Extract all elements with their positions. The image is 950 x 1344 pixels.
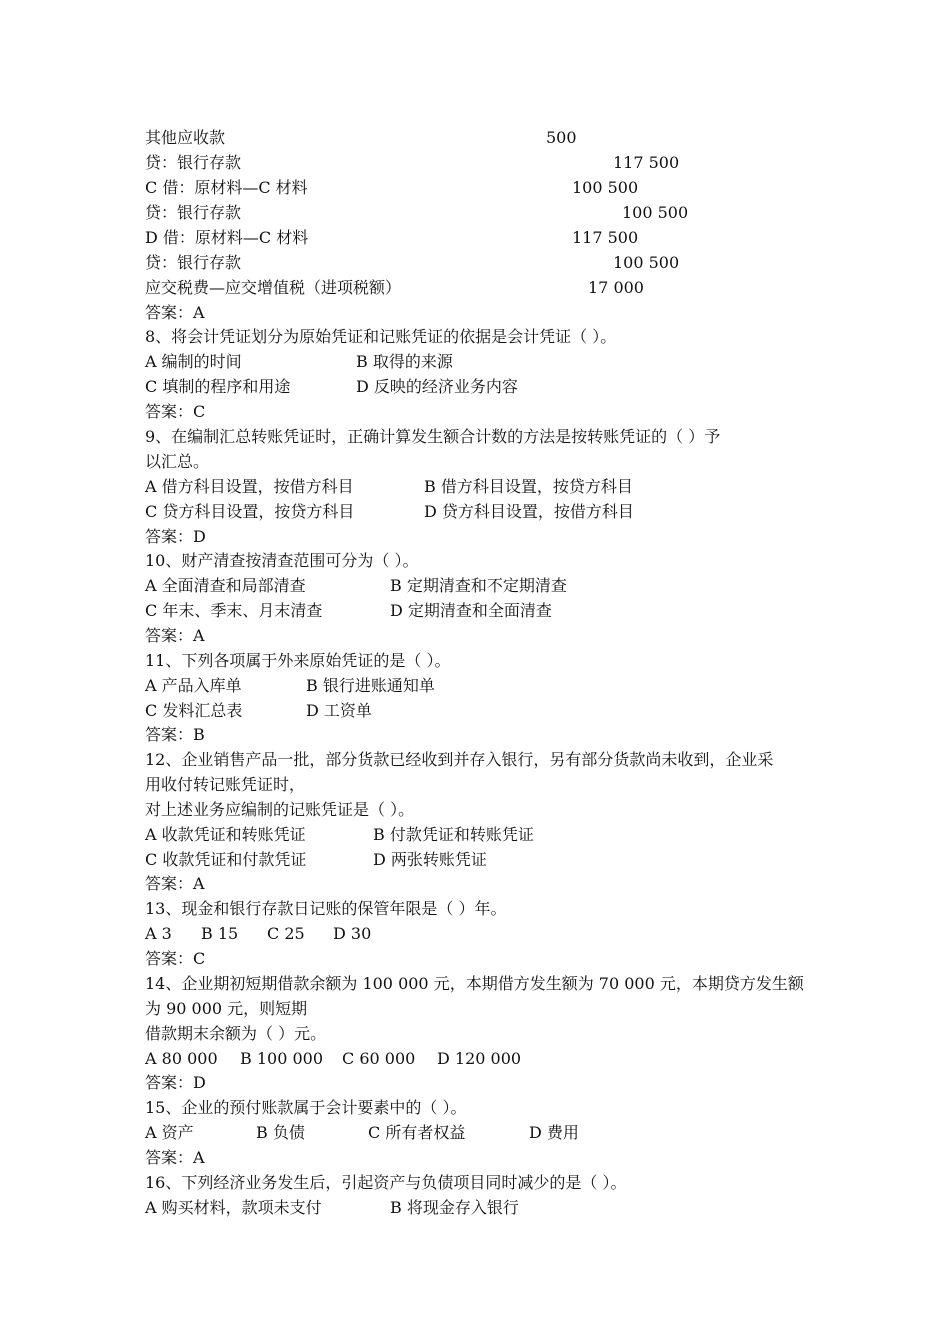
question-13-stem: 13、现金和银行存款日记账的保管年限是（ ）年。 (145, 899, 507, 918)
option-a: A 编制的时间 (145, 352, 242, 371)
question-15-stem: 15、企业的预付账款属于会计要素中的（ ）。 (145, 1098, 467, 1117)
option-b: B 取得的来源 (356, 352, 453, 371)
entry-amount: 17 000 (588, 278, 644, 297)
option-a: A 购买材料，款项未支付 (145, 1198, 322, 1217)
entry-account: C 借：原材料—C 材料 (145, 178, 308, 197)
question-12-stem: 12、企业销售产品一批，部分货款已经收到并存入银行，另有部分货款尚未收到，企业采 (145, 750, 774, 769)
option-b: B 15 (201, 924, 239, 943)
option-d: D 30 (333, 924, 372, 943)
entry-amount: 100 500 (572, 178, 639, 197)
question-8-stem: 8、将会计凭证划分为原始凭证和记账凭证的依据是会计凭证（ ）。 (145, 327, 617, 346)
option-b: B 借方科目设置，按贷方科目 (424, 477, 633, 496)
option-c: C 填制的程序和用途 (145, 377, 291, 396)
option-c: C 发料汇总表 (145, 701, 243, 720)
option-b: B 将现金存入银行 (390, 1198, 519, 1217)
option-c: C 收款凭证和付款凭证 (145, 850, 307, 869)
entry-account: D 借：原材料—C 材料 (145, 228, 309, 247)
question-9-stem: 9、在编制汇总转账凭证时，正确计算发生额合计数的方法是按转账凭证的（ ）予 (145, 427, 721, 446)
option-d: D 反映的经济业务内容 (356, 377, 518, 396)
option-d: D 贷方科目设置，按借方科目 (424, 502, 634, 521)
entry-amount: 117 500 (613, 153, 680, 172)
option-a: A 80 000 (145, 1049, 218, 1068)
entry-amount: 117 500 (572, 228, 639, 247)
entry-amount: 100 500 (613, 253, 680, 272)
option-b: B 定期清查和不定期清查 (390, 576, 567, 595)
entry-account: 其他应收款 (145, 128, 226, 147)
option-a: A 资产 (145, 1123, 194, 1142)
question-14-stem: 14、企业期初短期借款余额为 100 000 元，本期借方发生额为 70 000 元，本期贷方发生额 (145, 974, 804, 993)
question-12-stem-cont: 对上述业务应编制的记账凭证是（ ）。 (145, 800, 415, 819)
answer-line: 答案：D (145, 1073, 206, 1092)
entry-account: 贷：银行存款 (145, 203, 242, 222)
option-a: A 全面清查和局部清查 (145, 576, 306, 595)
answer-line: 答案：C (145, 949, 206, 968)
option-d: D 费用 (529, 1123, 579, 1142)
question-9-stem-cont: 以汇总。 (145, 452, 210, 471)
option-d: D 120 000 (437, 1049, 522, 1068)
question-16-stem: 16、下列经济业务发生后，引起资产与负债项目同时减少的是（ ）。 (145, 1173, 627, 1192)
question-14-stem-cont: 为 90 000 元，则短期 (145, 999, 308, 1018)
option-c: C 25 (267, 924, 305, 943)
question-11-stem: 11、下列各项属于外来原始凭证的是（ ）。 (145, 651, 451, 670)
option-d: D 定期清查和全面清查 (390, 601, 552, 620)
question-14-stem-cont: 借款期末余额为（ ）元。 (145, 1024, 327, 1043)
option-b: B 银行进账通知单 (306, 676, 435, 695)
option-a: A 3 (145, 924, 172, 943)
option-a: A 收款凭证和转账凭证 (145, 825, 306, 844)
entry-account: 贷：银行存款 (145, 153, 242, 172)
entry-account: 贷：银行存款 (145, 253, 242, 272)
answer-line: 答案：A (145, 874, 205, 893)
option-d: D 两张转账凭证 (373, 850, 487, 869)
entry-amount: 100 500 (622, 203, 689, 222)
answer-line: 答案：A (145, 303, 205, 322)
answer-line: 答案：A (145, 1148, 205, 1167)
answer-line: 答案：B (145, 725, 205, 744)
entry-amount: 500 (546, 128, 577, 147)
option-c: C 所有者权益 (368, 1123, 466, 1142)
answer-line: 答案：A (145, 626, 205, 645)
option-a: A 借方科目设置，按借方科目 (145, 477, 354, 496)
option-c: C 年末、季末、月末清查 (145, 601, 323, 620)
option-a: A 产品入库单 (145, 676, 242, 695)
option-b: B 负债 (256, 1123, 305, 1142)
option-c: C 贷方科目设置，按贷方科目 (145, 502, 355, 521)
option-d: D 工资单 (306, 701, 372, 720)
option-b: B 100 000 (240, 1049, 324, 1068)
question-10-stem: 10、财产清查按清查范围可分为（ ）。 (145, 551, 419, 570)
entry-account: 应交税费—应交增值税（进项税额） (145, 278, 402, 297)
option-c: C 60 000 (342, 1049, 416, 1068)
option-b: B 付款凭证和转账凭证 (373, 825, 534, 844)
answer-line: 答案：D (145, 527, 206, 546)
question-12-stem-cont: 用收付转记账凭证时， (145, 775, 306, 794)
answer-line: 答案：C (145, 402, 206, 421)
